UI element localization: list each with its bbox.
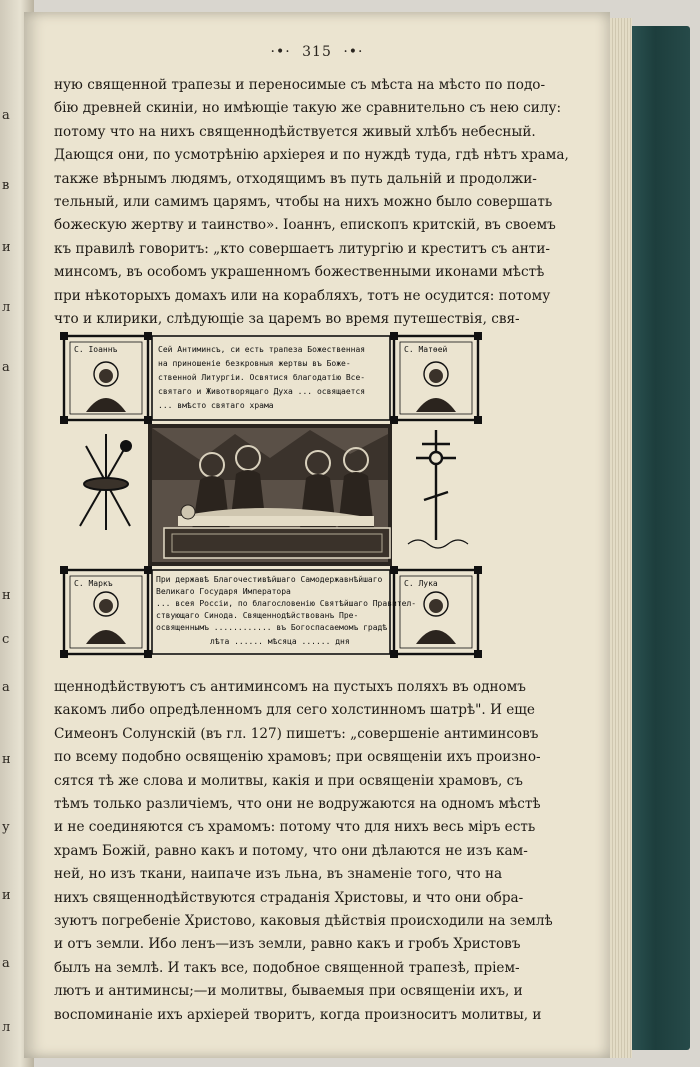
text-line: и не соединяются съ храмомъ: потому что для нихъ весь міръ есть	[54, 819, 536, 836]
inscription-line: лѣта ...... мѣсяца ...... дня	[210, 637, 350, 646]
text-line: щеннодѣйствуютъ съ антиминсомъ на пустыхъ поляхъ въ одномъ	[54, 679, 526, 695]
inscription-line: При державѣ Благочестивѣйшаго Самодержавнѣйшаго	[156, 575, 383, 584]
inscription-line: на приношеніе безкровныя жертвы въ Боже-	[158, 359, 351, 368]
inscription-line: ствующаго Синода. Священнодѣйствованъ Пре-	[156, 611, 359, 620]
text-line: воспоминаніе ихъ архіерей творитъ, когда произноситъ молитвы, и	[54, 1006, 542, 1023]
inscription-line: ственной Литургіи. Освятися благодатію Все-	[158, 373, 366, 382]
left-page-fragment: л	[2, 1020, 11, 1035]
left-page-fragment: л	[2, 300, 11, 315]
left-page-fragment: н	[2, 588, 12, 603]
left-page-fragment: в	[2, 178, 10, 193]
text-line: сятся тѣ же слова и молитвы, какія и при освященіи храмовъ, съ	[54, 772, 523, 789]
left-page-fragment: с	[2, 632, 10, 647]
book-page	[24, 12, 610, 1058]
evangelist-caption: С. Лука	[404, 579, 438, 588]
text-line: по всему подобно освященію храмовъ; при освященіи ихъ произно-	[54, 749, 541, 766]
top-paragraph	[54, 74, 574, 331]
text-line: минсомъ, въ особомъ украшенномъ божественными иконами мѣстѣ	[54, 264, 545, 281]
left-page-fragment: а	[2, 680, 11, 695]
book-cover	[632, 26, 690, 1050]
text-line: какомъ либо опредѣленномъ для сего холстинномъ шатрѣ". И еще	[54, 702, 535, 719]
evangelist-caption: С. Маркъ	[74, 579, 113, 588]
text-line: былъ на землѣ. И такъ все, подобное священной трапезѣ, пріем-	[54, 959, 520, 976]
page-block-edge	[610, 18, 632, 1058]
text-line: тельный, или самимъ царямъ, чтобы на нихъ можно было совершать	[54, 194, 553, 211]
text-line: божескую жертву и таинство». Іоаннъ, епископъ критскій, въ своемъ	[54, 217, 556, 234]
page-number: 315	[302, 44, 332, 60]
text-line: Симеонъ Солунскій (въ гл. 127) пишетъ: „совершеніе антиминсовъ	[54, 725, 539, 742]
text-line: ную священной трапезы и переносимые съ мѣста на мѣсто по подо-	[54, 77, 546, 93]
text-line: что и клирики, слѣдующіе за царемъ во время путешествія, свя-	[54, 311, 520, 328]
header-ornament-left: ·•·	[270, 44, 291, 60]
left-page-fragment: а	[2, 360, 11, 375]
text-line: также вѣрнымъ людямъ, отходящимъ въ путь дальній и продолжи-	[54, 170, 537, 187]
evangelist-caption: С. Матѳей	[404, 345, 448, 354]
bottom-paragraph	[54, 676, 574, 1027]
antimins-illustration	[60, 330, 486, 660]
page-header	[24, 44, 610, 60]
header-ornament-right: ·•·	[343, 44, 364, 60]
text-line: ней, но изъ ткани, наипаче изъ льна, въ знаменіе того, что на	[54, 866, 503, 883]
left-page-fragment: и	[2, 240, 12, 255]
evangelist-caption: С. Іоаннъ	[74, 345, 118, 354]
left-page-fragment: н	[2, 752, 12, 767]
inscription-line: ... вмѣсто святаго храма	[158, 401, 274, 410]
text-line: нихъ священнодѣйствуются страданія Христовы, и что они обра-	[54, 889, 524, 906]
inscription-line: Великаго Государя Императора	[156, 587, 291, 596]
left-page-fragment: и	[2, 888, 12, 903]
inscription-line: Сей Антиминсъ, си есть трапеза Божественная	[158, 345, 366, 354]
text-line: храмъ Божій, равно какъ и потому, что они дѣлаются не изъ кам-	[54, 842, 528, 859]
inscription-line: ... всея Россіи, по благословенію Святѣйшаго Правител-	[156, 599, 417, 608]
text-line: при нѣкоторыхъ домахъ или на корабляхъ, тотъ не осудится: потому	[54, 287, 551, 304]
text-line: потому что на нихъ священнодѣйствуется живый хлѣбъ небесный.	[54, 123, 536, 140]
entombment-scene	[148, 424, 392, 566]
text-line: и отъ земли. Ибо ленъ—изъ земли, равно какъ и гробъ Христовъ	[54, 936, 521, 953]
text-line: Дающся они, по усмотрѣнію архіерея и по нуждѣ туда, гдѣ нѣтъ храма,	[54, 147, 569, 164]
text-line: тѣмъ только различіемъ, что они не водружаются на одномъ мѣстѣ	[54, 796, 541, 813]
left-page-fragment: а	[2, 108, 11, 123]
text-line: зуютъ погребеніе Христово, каковыя дѣйствія происходили на землѣ	[54, 913, 553, 930]
inscription-line: святаго и Животворящаго Духа ... освящается	[158, 387, 366, 396]
text-line: лютъ и антиминсы;—и молитвы, бываемыя при освященіи ихъ, и	[54, 983, 523, 1000]
inscription-line: освященнымъ ............ въ Богоспасаемомъ градѣ	[156, 623, 388, 632]
text-line: бію древней скиніи, но имѣющіе такую же сравнительно съ нею силу:	[54, 100, 562, 117]
left-page-fragment: у	[2, 820, 11, 835]
left-page-fragment: а	[2, 956, 11, 971]
text-line: къ правилѣ говоритъ: „кто совершаетъ литургію и креститъ съ анти-	[54, 240, 550, 257]
